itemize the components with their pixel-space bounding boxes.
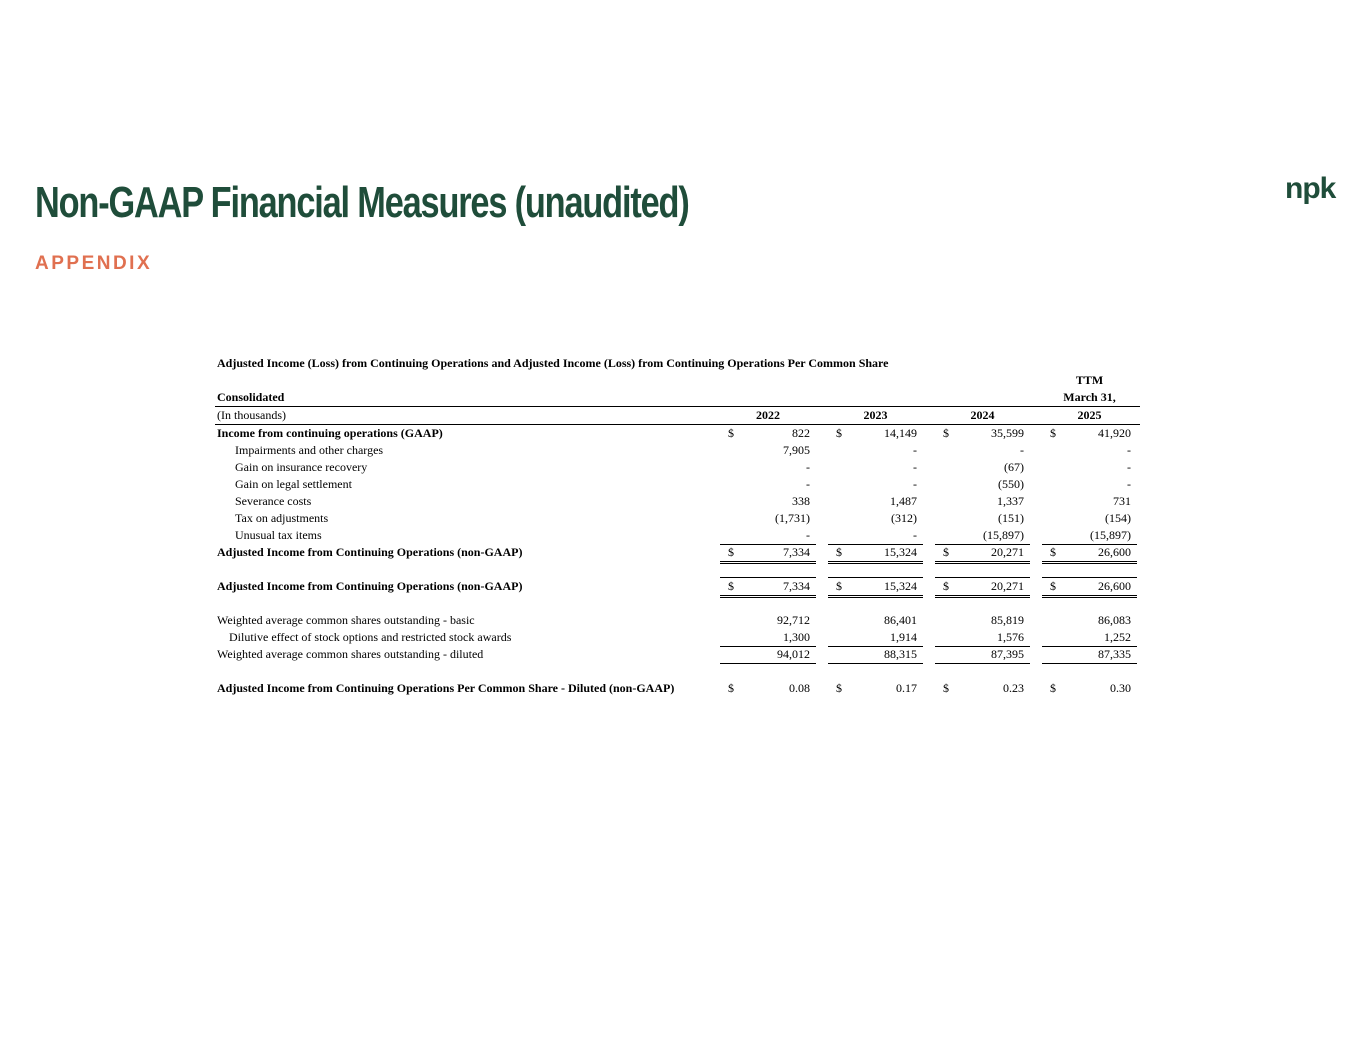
cell-value: - (1127, 477, 1131, 491)
table-cell (1042, 629, 1137, 647)
cell-value: 14,149 (884, 426, 917, 440)
row-label: Adjusted Income from Continuing Operations (non-GAAP) (217, 545, 523, 559)
cell-value: (154) (1105, 511, 1131, 525)
currency-sign: $ (728, 426, 734, 440)
row-label: Impairments and other charges (235, 443, 384, 457)
currency-sign: $ (728, 579, 734, 593)
currency-sign: $ (836, 579, 842, 593)
ttm-period-label: March 31, (1063, 390, 1116, 404)
table-cell (828, 442, 923, 459)
section-row (215, 389, 1140, 407)
cell-value: (15,897) (1090, 528, 1131, 542)
table-cell (828, 493, 923, 510)
table-row (215, 476, 1140, 493)
table-cell (720, 629, 816, 647)
table-cell (935, 527, 1030, 545)
currency-sign: $ (836, 426, 842, 440)
cell-value: 86,083 (1098, 613, 1131, 627)
table-cell (1042, 527, 1137, 545)
table-cell (1042, 612, 1137, 629)
row-label: Unusual tax items (235, 528, 322, 542)
cell-value: (1,731) (775, 511, 810, 525)
table-cell (935, 629, 1030, 647)
table-cell (935, 442, 1030, 459)
table-cell (1042, 493, 1137, 510)
cell-value: - (913, 477, 917, 491)
table-cell (720, 612, 816, 629)
table-row (215, 544, 1140, 561)
table-cell (935, 476, 1030, 493)
cell-value: - (806, 460, 810, 474)
currency-sign: $ (943, 545, 949, 559)
table-cell (935, 612, 1030, 629)
row-label: Adjusted Income from Continuing Operations Per Common Share - Diluted (non-GAAP) (217, 681, 675, 695)
table-caption-row (215, 355, 1140, 372)
cell-value: - (1020, 443, 1024, 457)
cell-value: 85,819 (991, 613, 1024, 627)
cell-value: 1,300 (783, 630, 810, 644)
table-cell (828, 476, 923, 493)
cell-value: 41,920 (1098, 426, 1131, 440)
cell-value: 1,337 (997, 494, 1024, 508)
cell-value: 0.08 (789, 681, 810, 695)
ttm-label: TTM (1075, 373, 1104, 387)
row-label: Tax on adjustments (235, 511, 329, 525)
table-row (215, 493, 1140, 510)
cell-value: 87,335 (1098, 647, 1131, 661)
table-row (215, 510, 1140, 527)
cell-value: (15,897) (983, 528, 1024, 542)
cell-value: 20,271 (991, 579, 1024, 593)
cell-value: - (913, 460, 917, 474)
table-cell (1042, 442, 1137, 459)
cell-value: 15,324 (884, 579, 917, 593)
cell-value: 35,599 (991, 426, 1024, 440)
row-label: Weighted average common shares outstanding - basic (217, 613, 475, 627)
table-row (215, 527, 1140, 544)
table-cell (720, 476, 816, 493)
cell-value: 338 (792, 494, 810, 508)
currency-sign: $ (836, 545, 842, 559)
table-row (215, 612, 1140, 629)
cell-value: 0.30 (1110, 681, 1131, 695)
cell-value: - (1127, 443, 1131, 457)
cell-value: 87,395 (991, 647, 1024, 661)
table-cell (935, 459, 1030, 476)
table-cell (1042, 476, 1137, 493)
row-label: Adjusted Income from Continuing Operations (non-GAAP) (217, 579, 523, 593)
table-cell (720, 493, 816, 510)
column-header: 2024 (970, 408, 995, 422)
cell-value: 86,401 (884, 613, 917, 627)
row-label: Income from continuing operations (GAAP) (217, 426, 443, 440)
table-cell (828, 612, 923, 629)
table-cell (1042, 646, 1137, 664)
column-header: 2025 (1077, 408, 1102, 422)
currency-sign: $ (943, 579, 949, 593)
row-label: Weighted average common shares outstanding - diluted (217, 647, 484, 661)
table-row (215, 646, 1140, 663)
cell-value: 26,600 (1098, 545, 1131, 559)
section-label: Consolidated (217, 390, 285, 404)
currency-sign: $ (1050, 579, 1056, 593)
cell-value: 88,315 (884, 647, 917, 661)
table-cell (720, 510, 816, 527)
currency-sign: $ (836, 681, 842, 695)
row-label: Gain on legal settlement (235, 477, 352, 491)
page-subtitle: APPENDIX (35, 253, 153, 274)
currency-sign: $ (1050, 545, 1056, 559)
table-cell (828, 425, 923, 442)
table-cell (935, 680, 1030, 697)
table-cell (828, 527, 923, 545)
table-cell (720, 527, 816, 545)
cell-value: (550) (998, 477, 1024, 491)
table-row (215, 578, 1140, 595)
column-header: 2023 (863, 408, 888, 422)
table-row (215, 459, 1140, 476)
currency-sign: $ (1050, 426, 1056, 440)
ttm-row (215, 372, 1140, 389)
table-cell (1042, 459, 1137, 476)
cell-value: 94,012 (777, 647, 810, 661)
spacer (215, 663, 1140, 680)
cell-value: (67) (1004, 460, 1024, 474)
table-row (215, 425, 1140, 442)
table-cell (720, 459, 816, 476)
cell-value: 1,487 (890, 494, 917, 508)
row-label: Dilutive effect of stock options and restricted stock awards (229, 630, 512, 644)
currency-sign: $ (1050, 681, 1056, 695)
table-row (215, 629, 1140, 646)
cell-value: 0.17 (896, 681, 917, 695)
table-cell (935, 425, 1030, 442)
table-cell (828, 629, 923, 647)
column-header-row (215, 407, 1140, 425)
cell-value: 15,324 (884, 545, 917, 559)
financial-table (215, 355, 1140, 697)
cell-value: 7,905 (783, 443, 810, 457)
table-row (215, 442, 1140, 459)
cell-value: 26,600 (1098, 579, 1131, 593)
table-cell (720, 425, 816, 442)
table-cell (828, 646, 923, 664)
column-header: 2022 (756, 408, 780, 422)
cell-value: 1,252 (1104, 630, 1131, 644)
currency-sign: $ (728, 681, 734, 695)
row-label: Gain on insurance recovery (235, 460, 368, 474)
cell-value: - (806, 477, 810, 491)
company-logo (1285, 172, 1335, 206)
cell-value: 1,914 (890, 630, 917, 644)
cell-value: 731 (1113, 494, 1131, 508)
table-cell (935, 510, 1030, 527)
table-cell (720, 646, 816, 664)
spacer (215, 561, 1140, 578)
logo-text: npk (1285, 172, 1336, 205)
table-cell (828, 680, 923, 697)
table-caption: Adjusted Income (Loss) from Continuing Operations and Adjusted Income (Loss) from Continuing Operations Per Common Share (217, 356, 889, 370)
table-cell (1042, 680, 1137, 697)
table-cell (828, 459, 923, 476)
table-cell (720, 442, 816, 459)
table-row (215, 680, 1140, 697)
cell-value: 20,271 (991, 545, 1024, 559)
table-cell (1042, 425, 1137, 442)
cell-value: 1,576 (997, 630, 1024, 644)
cell-value: - (913, 443, 917, 457)
cell-value: (312) (891, 511, 917, 525)
table-cell (828, 510, 923, 527)
table-cell (720, 680, 816, 697)
cell-value: - (1127, 460, 1131, 474)
cell-value: - (806, 528, 810, 542)
spacer (215, 595, 1140, 612)
cell-value: 0.23 (1003, 681, 1024, 695)
cell-value: 7,334 (783, 579, 810, 593)
cell-value: 7,334 (783, 545, 810, 559)
table-cell (935, 646, 1030, 664)
currency-sign: $ (943, 426, 949, 440)
table-cell (1042, 510, 1137, 527)
cell-value: (151) (998, 511, 1024, 525)
currency-sign: $ (728, 545, 734, 559)
units-label: (In thousands) (217, 408, 286, 422)
cell-value: 92,712 (777, 613, 810, 627)
currency-sign: $ (943, 681, 949, 695)
cell-value: - (913, 528, 917, 542)
page-title: Non-GAAP Financial Measures (unaudited) (35, 178, 689, 227)
cell-value: 822 (792, 426, 810, 440)
table-cell (935, 493, 1030, 510)
row-label: Severance costs (235, 494, 312, 508)
